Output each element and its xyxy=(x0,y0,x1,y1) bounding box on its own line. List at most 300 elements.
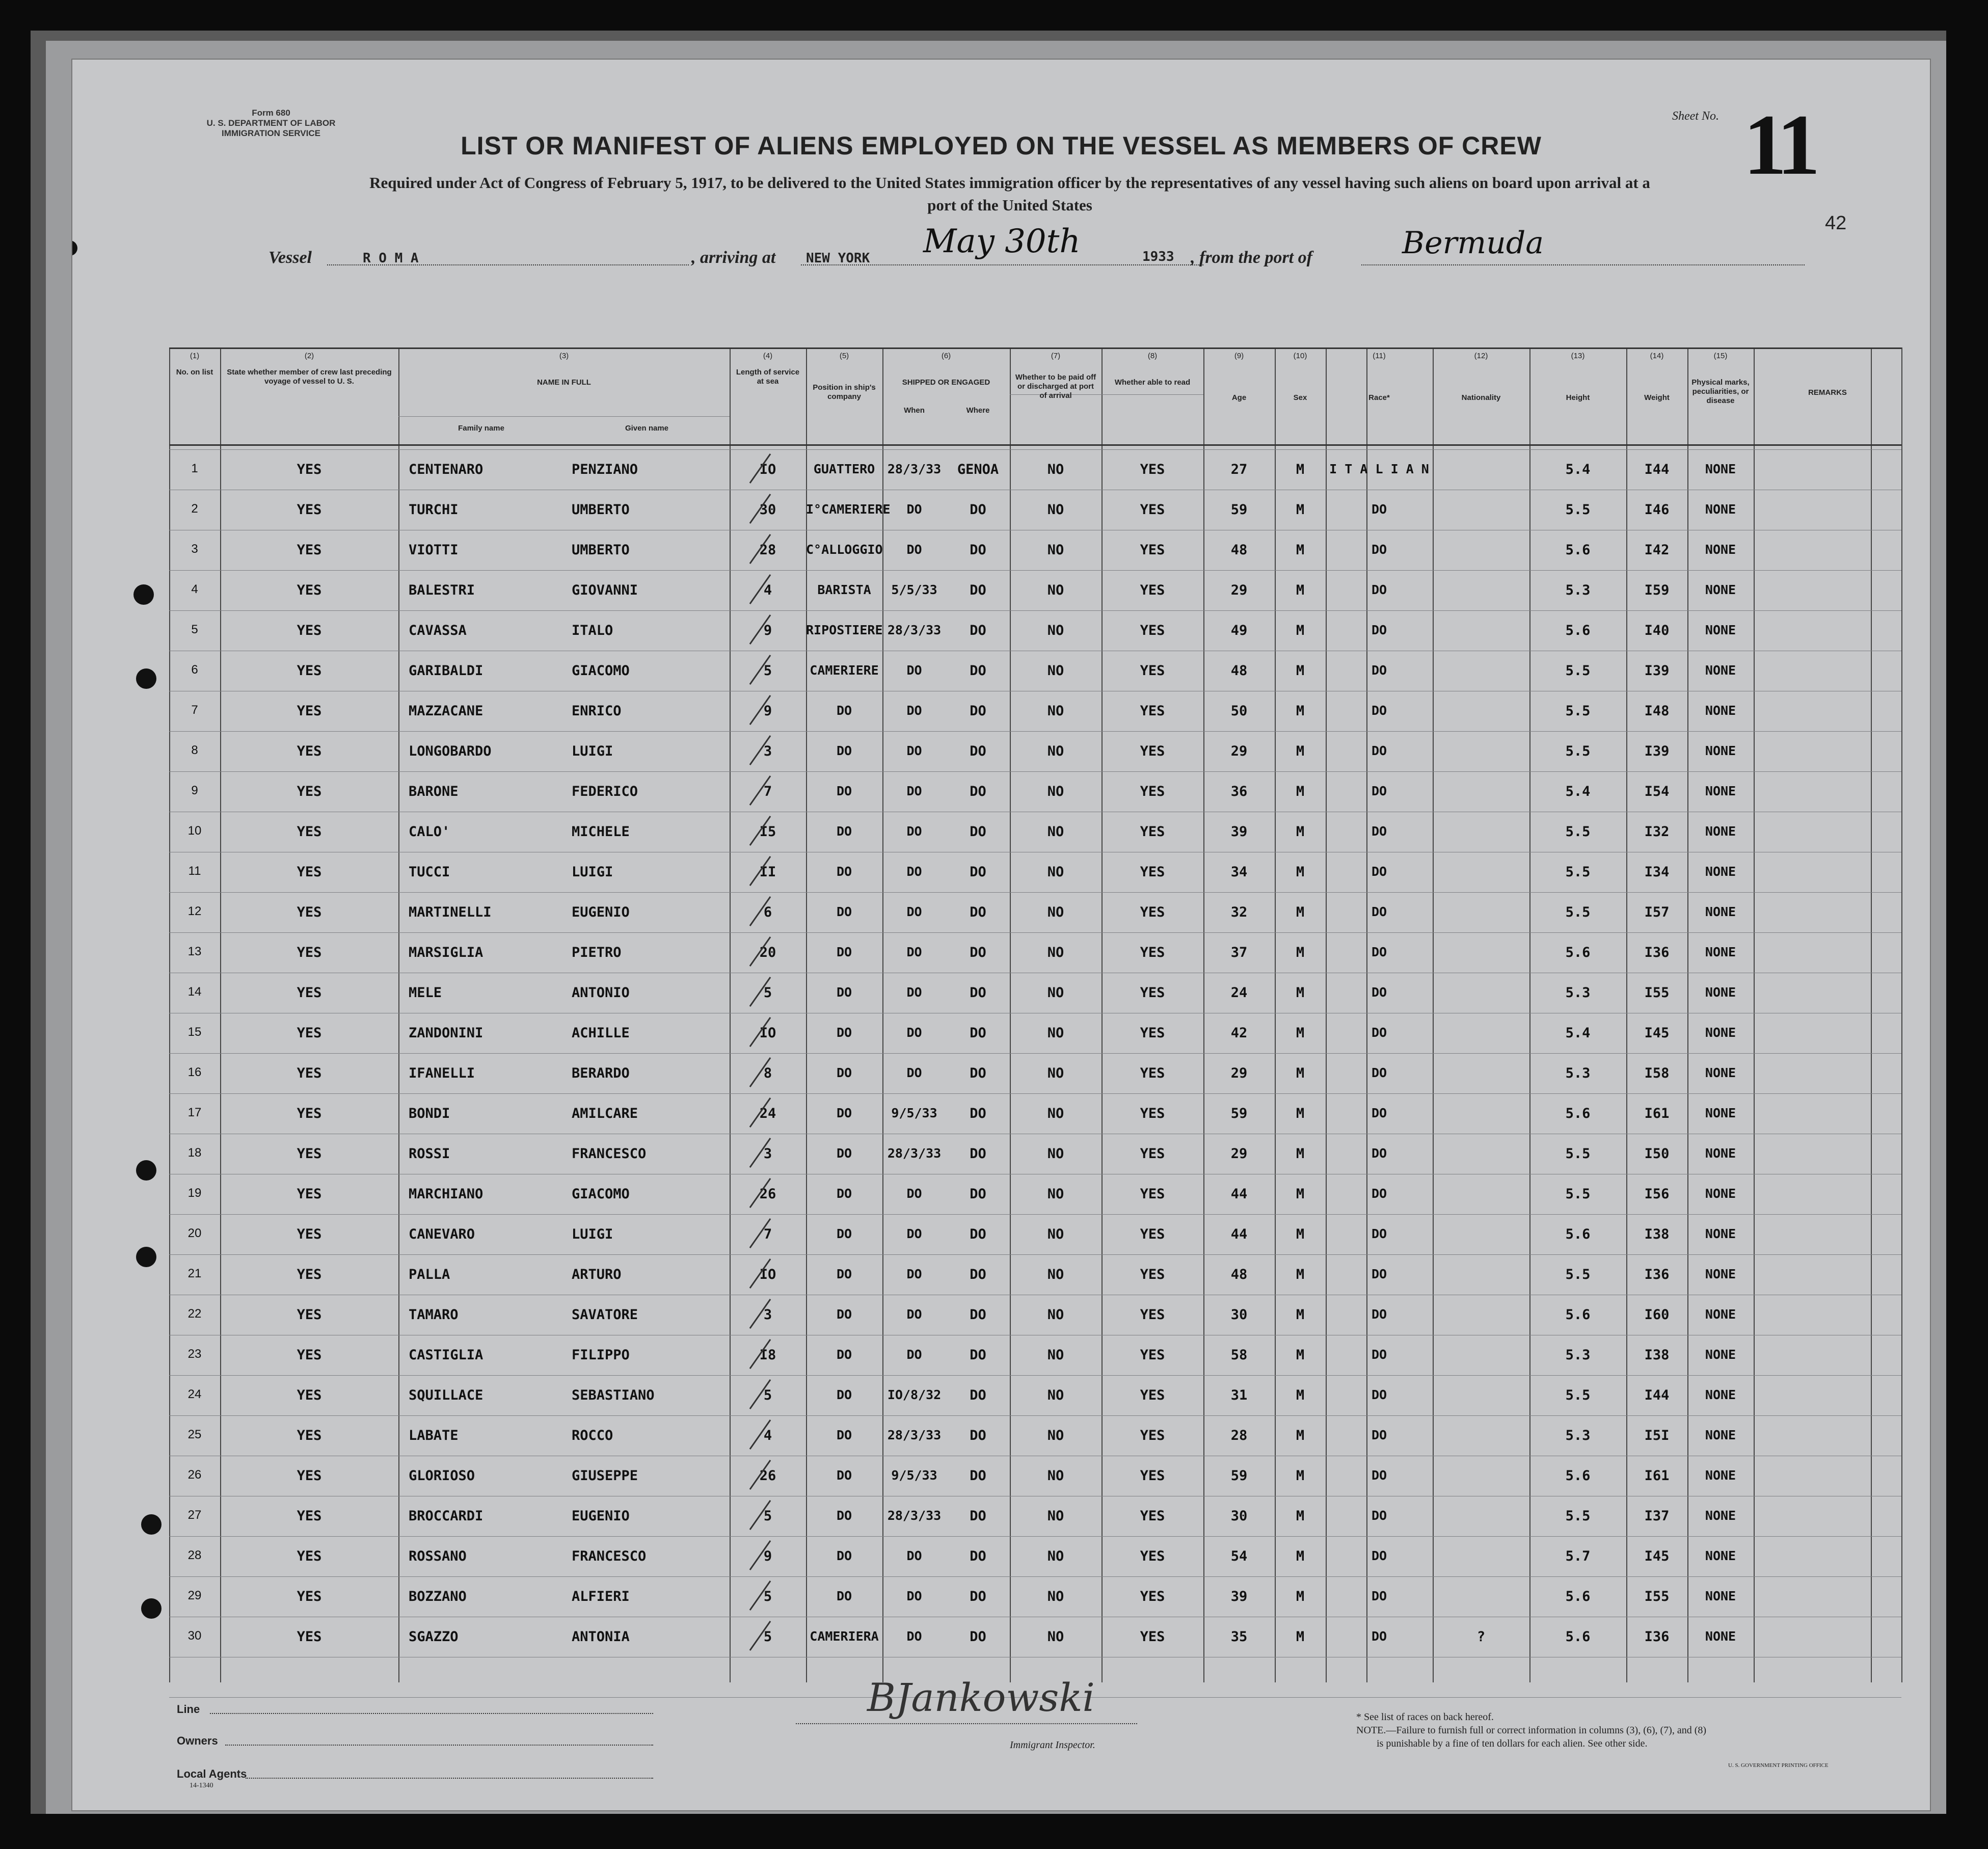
cell-family: BARONE xyxy=(409,784,459,799)
cell-race: DO xyxy=(1371,542,1387,557)
column-number: (14) xyxy=(1650,352,1664,360)
cell-sex: M xyxy=(1296,623,1305,638)
cell-read: YES xyxy=(1140,824,1165,840)
cell-age: 29 xyxy=(1230,743,1248,759)
cell-no: 13 xyxy=(187,945,202,958)
cell-family: BOZZANO xyxy=(409,1589,467,1604)
cell-paid: NO xyxy=(1047,1589,1064,1604)
cell-position: DO xyxy=(836,1548,852,1563)
cell-no: 10 xyxy=(187,824,202,838)
cell-race: DO xyxy=(1371,1508,1387,1523)
row-rule xyxy=(169,347,1901,349)
row-rule xyxy=(169,449,1901,450)
cell-sex: M xyxy=(1296,582,1305,598)
cell-paid: NO xyxy=(1047,985,1064,1001)
punch-hole xyxy=(71,240,77,256)
cell-age: 42 xyxy=(1230,1025,1248,1041)
cell-no: 30 xyxy=(187,1629,202,1643)
cell-height: 5.4 xyxy=(1565,784,1591,799)
cell-paid: NO xyxy=(1047,784,1064,799)
cell-prev: YES xyxy=(297,663,322,679)
cell-service: 9 xyxy=(763,703,772,719)
cell-age: 37 xyxy=(1230,945,1248,960)
cell-paid: NO xyxy=(1047,582,1064,598)
cell-age: 59 xyxy=(1230,1106,1248,1121)
cell-no: 18 xyxy=(187,1146,202,1160)
cell-given: FRANCESCO xyxy=(572,1548,647,1564)
cell-race: DO xyxy=(1371,1267,1387,1281)
cell-position: CAMERIERE xyxy=(810,663,879,678)
cell-position: DO xyxy=(836,1387,852,1402)
cell-height: 5.7 xyxy=(1565,1548,1591,1564)
cell-where: DO xyxy=(970,623,986,638)
cell-read: YES xyxy=(1140,864,1165,880)
cell-family: IFANELLI xyxy=(409,1065,475,1081)
punch-hole xyxy=(141,1514,162,1535)
cell-family: CASTIGLIA xyxy=(409,1347,483,1363)
cell-service: 24 xyxy=(759,1106,776,1121)
cell-service: 4 xyxy=(763,582,772,598)
cell-position: DO xyxy=(836,1106,852,1120)
cell-service: 5 xyxy=(763,1629,772,1645)
cell-position: DO xyxy=(836,864,852,879)
cell-no: 5 xyxy=(191,623,198,636)
cell-no: 9 xyxy=(191,784,198,797)
cell-prev: YES xyxy=(297,1428,322,1443)
cell-marks: NONE xyxy=(1705,824,1736,839)
cell-position: RIPOSTIERE xyxy=(806,623,883,637)
column-number: (8) xyxy=(1147,352,1158,360)
cell-position: DO xyxy=(836,703,852,718)
cell-service: 5 xyxy=(763,1589,772,1604)
cell-sex: M xyxy=(1296,1226,1305,1242)
cell-read: YES xyxy=(1140,663,1165,679)
cell-position: DO xyxy=(836,1589,852,1603)
column-header: Nationality xyxy=(1461,393,1501,402)
cell-paid: NO xyxy=(1047,1025,1064,1041)
cell-race: DO xyxy=(1371,784,1387,798)
cell-family: GARIBALDI xyxy=(409,663,483,679)
cell-prev: YES xyxy=(297,1106,322,1121)
cell-age: 48 xyxy=(1230,663,1248,679)
cell-height: 5.6 xyxy=(1565,1589,1591,1604)
cell-read: YES xyxy=(1140,1186,1165,1202)
punch-hole xyxy=(136,1160,156,1181)
cell-age: 44 xyxy=(1230,1226,1248,1242)
vessel-label: Vessel xyxy=(268,248,312,267)
cell-where: DO xyxy=(970,582,986,598)
cell-weight: I58 xyxy=(1644,1065,1670,1081)
cell-paid: NO xyxy=(1047,663,1064,679)
cell-read: YES xyxy=(1140,945,1165,960)
cell-weight: I50 xyxy=(1644,1146,1670,1162)
cell-when: 28/3/33 xyxy=(887,462,942,476)
cell-when: 28/3/33 xyxy=(887,1146,942,1161)
row-rule xyxy=(169,892,1901,893)
cell-age: 49 xyxy=(1230,623,1248,638)
cell-age: 24 xyxy=(1230,985,1248,1001)
cell-race: DO xyxy=(1371,623,1387,637)
column-number: (6) xyxy=(941,352,951,360)
cell-position: DO xyxy=(836,1025,852,1040)
cell-when: DO xyxy=(906,703,922,718)
cell-read: YES xyxy=(1140,1106,1165,1121)
cell-height: 5.6 xyxy=(1565,1226,1591,1242)
column-header: Position in ship's company xyxy=(813,383,876,401)
cell-race: DO xyxy=(1371,1186,1387,1201)
cell-prev: YES xyxy=(297,1387,322,1403)
cell-sex: M xyxy=(1296,1629,1305,1645)
column-header: Family name xyxy=(458,424,504,433)
printer-mark: U. S. GOVERNMENT PRINTING OFFICE xyxy=(1728,1762,1829,1768)
cell-no: 3 xyxy=(191,542,198,556)
row-rule xyxy=(398,416,730,417)
cell-sex: M xyxy=(1296,1347,1305,1363)
cell-marks: NONE xyxy=(1705,1065,1736,1080)
arrival-date: May 30th xyxy=(923,223,1081,260)
cell-sex: M xyxy=(1296,985,1305,1001)
cell-paid: NO xyxy=(1047,623,1064,638)
cell-given: ACHILLE xyxy=(572,1025,630,1041)
cell-service: 9 xyxy=(763,623,772,638)
cell-prev: YES xyxy=(297,1267,322,1282)
cell-family: SQUILLACE xyxy=(409,1387,483,1403)
cell-prev: YES xyxy=(297,542,322,558)
cell-height: 5.3 xyxy=(1565,1428,1591,1443)
cell-paid: NO xyxy=(1047,703,1064,719)
arrival-port: NEW YORK xyxy=(806,251,870,266)
cell-when: DO xyxy=(906,502,922,517)
cell-marks: NONE xyxy=(1705,1226,1736,1241)
cell-position: DO xyxy=(836,1267,852,1281)
cell-sex: M xyxy=(1296,864,1305,880)
cell-service: IO xyxy=(759,1267,776,1282)
cell-when: DO xyxy=(906,1629,922,1644)
cell-height: 5.4 xyxy=(1565,462,1591,477)
cell-age: 30 xyxy=(1230,1307,1248,1323)
column-number: (4) xyxy=(763,352,773,360)
cell-marks: NONE xyxy=(1705,985,1736,1000)
cell-prev: YES xyxy=(297,1065,322,1081)
from-label: , from the port of xyxy=(1191,248,1312,267)
punch-hole xyxy=(141,1598,162,1619)
column-number: (5) xyxy=(839,352,849,360)
punch-hole xyxy=(136,668,156,689)
race-note: * See list of races on back hereof. xyxy=(1356,1711,1494,1723)
cell-family: LABATE xyxy=(409,1428,459,1443)
cell-service: IO xyxy=(759,1025,776,1041)
row-rule xyxy=(169,1214,1901,1215)
cell-given: ROCCO xyxy=(572,1428,613,1443)
row-rule xyxy=(169,771,1901,772)
cell-no: 19 xyxy=(187,1186,202,1200)
manifest-sheet xyxy=(71,59,1931,1811)
cell-when: DO xyxy=(906,663,922,678)
cell-paid: NO xyxy=(1047,1106,1064,1121)
cell-age: 29 xyxy=(1230,1065,1248,1081)
cell-paid: NO xyxy=(1047,824,1064,840)
cell-weight: I59 xyxy=(1644,582,1670,598)
cell-position: CAMERIERA xyxy=(810,1629,879,1644)
cell-paid: NO xyxy=(1047,1267,1064,1282)
cell-weight: I48 xyxy=(1644,703,1670,719)
cell-no: 11 xyxy=(188,864,201,878)
cell-marks: NONE xyxy=(1705,1025,1736,1040)
cell-height: 5.4 xyxy=(1565,1025,1591,1041)
sheet-no: 11 xyxy=(1743,97,1815,193)
cell-given: EUGENIO xyxy=(572,1508,630,1524)
cell-where: DO xyxy=(970,1307,986,1323)
cell-sex: M xyxy=(1296,663,1305,679)
cell-position: DO xyxy=(836,824,852,839)
cell-read: YES xyxy=(1140,1226,1165,1242)
cell-prev: YES xyxy=(297,784,322,799)
inspector-label: Immigrant Inspector. xyxy=(1010,1739,1095,1751)
cell-marks: NONE xyxy=(1705,1589,1736,1603)
cell-given: GIUSEPPE xyxy=(572,1468,638,1484)
cell-family: MARTINELLI xyxy=(409,904,492,920)
row-rule xyxy=(169,1375,1901,1376)
cell-prev: YES xyxy=(297,985,322,1001)
cell-when: DO xyxy=(906,1267,922,1281)
cell-given: MICHELE xyxy=(572,824,630,840)
cell-paid: NO xyxy=(1047,945,1064,960)
cell-read: YES xyxy=(1140,985,1165,1001)
cell-service: IO xyxy=(759,462,776,477)
cell-sex: M xyxy=(1296,1146,1305,1162)
cell-position: DO xyxy=(836,784,852,798)
cell-where: DO xyxy=(970,1629,986,1645)
column-header: Age xyxy=(1231,393,1247,402)
cell-age: 59 xyxy=(1230,502,1248,518)
row-rule xyxy=(169,570,1901,571)
row-rule xyxy=(169,932,1901,933)
cell-age: 31 xyxy=(1230,1387,1248,1403)
cell-no: 15 xyxy=(187,1025,202,1039)
cell-prev: YES xyxy=(297,945,322,960)
cell-sex: M xyxy=(1296,904,1305,920)
cell-service: 4 xyxy=(763,1428,772,1443)
cell-marks: NONE xyxy=(1705,1468,1736,1483)
cell-when: DO xyxy=(906,864,922,879)
cell-race: DO xyxy=(1371,864,1387,879)
cell-where: DO xyxy=(970,1468,986,1484)
cell-read: YES xyxy=(1140,1387,1165,1403)
cell-age: 30 xyxy=(1230,1508,1248,1524)
cell-no: 6 xyxy=(191,663,198,677)
cell-position: GUATTERO xyxy=(813,462,875,476)
cell-where: DO xyxy=(970,945,986,960)
cell-marks: NONE xyxy=(1705,703,1736,718)
cell-prev: YES xyxy=(297,1548,322,1564)
cell-race: DO xyxy=(1371,1106,1387,1120)
cell-where: DO xyxy=(970,1146,986,1162)
cell-race: DO xyxy=(1371,1428,1387,1442)
cell-weight: I45 xyxy=(1644,1548,1670,1564)
cell-service: 5 xyxy=(763,663,772,679)
cell-service: I5 xyxy=(759,824,776,840)
cell-height: 5.5 xyxy=(1565,1387,1591,1403)
cell-position: DO xyxy=(836,1508,852,1523)
cell-race: DO xyxy=(1371,1025,1387,1040)
cell-family: ROSSI xyxy=(409,1146,450,1162)
punch-hole xyxy=(133,584,154,605)
cell-paid: NO xyxy=(1047,1065,1064,1081)
cell-family: TURCHI xyxy=(409,502,459,518)
cell-marks: NONE xyxy=(1705,1307,1736,1322)
department: U. S. DEPARTMENT OF LABOR xyxy=(206,118,336,128)
cell-paid: NO xyxy=(1047,1428,1064,1443)
cell-family: VIOTTI xyxy=(409,542,459,558)
fine-note-1: NOTE.—Failure to furnish full or correct information in columns (3), (6), (7), and (8) xyxy=(1356,1725,1707,1736)
cell-family: LONGOBARDO xyxy=(409,743,492,759)
cell-paid: NO xyxy=(1047,1387,1064,1403)
column-header: SHIPPED OR ENGAGED xyxy=(902,378,990,387)
column-number: (2) xyxy=(304,352,314,360)
cell-race: DO xyxy=(1371,1146,1387,1161)
cell-where: DO xyxy=(970,1548,986,1564)
cell-read: YES xyxy=(1140,1508,1165,1524)
cell-when: 28/3/33 xyxy=(887,623,942,637)
cell-given: LUIGI xyxy=(572,864,613,880)
column-number: (11) xyxy=(1373,352,1386,360)
cell-weight: I36 xyxy=(1644,1267,1670,1282)
cell-family: CANEVARO xyxy=(409,1226,475,1242)
cell-family: BALESTRI xyxy=(409,582,475,598)
cell-service: 3 xyxy=(763,743,772,759)
cell-when: DO xyxy=(906,542,922,557)
column-number: (12) xyxy=(1474,352,1488,360)
form-number: Form 680 xyxy=(252,108,290,118)
cell-position: DO xyxy=(836,1468,852,1483)
agents-field xyxy=(246,1778,653,1779)
cell-position: BARISTA xyxy=(817,582,871,597)
cell-age: 27 xyxy=(1230,462,1248,477)
fine-note-2: is punishable by a fine of ten dollars for each alien. See other side. xyxy=(1377,1738,1648,1749)
cell-height: 5.6 xyxy=(1565,623,1591,638)
cell-age: 32 xyxy=(1230,904,1248,920)
cell-position: DO xyxy=(836,1146,852,1161)
service: IMMIGRATION SERVICE xyxy=(222,128,320,138)
cell-height: 5.5 xyxy=(1565,864,1591,880)
cell-paid: NO xyxy=(1047,1548,1064,1564)
cell-prev: YES xyxy=(297,824,322,840)
cell-no: 26 xyxy=(187,1468,202,1482)
cell-no: 27 xyxy=(187,1508,202,1522)
cell-where: DO xyxy=(970,1226,986,1242)
cell-weight: I55 xyxy=(1644,985,1670,1001)
cell-height: 5.6 xyxy=(1565,1468,1591,1484)
cell-service: 26 xyxy=(759,1186,776,1202)
subtitle-line-1: Required under Act of Congress of February 5, 1917, to be delivered to the United States immigration officer by the representatives of any vessel having such aliens on board upon arrival at a xyxy=(369,174,1650,192)
cell-given: GIOVANNI xyxy=(572,582,638,598)
cell-when: DO xyxy=(906,1065,922,1080)
cell-read: YES xyxy=(1140,462,1165,477)
column-header: Length of service at sea xyxy=(736,368,800,386)
cell-height: 5.3 xyxy=(1565,1347,1591,1363)
column-header: Weight xyxy=(1644,393,1670,402)
cell-where: DO xyxy=(970,663,986,679)
cell-paid: NO xyxy=(1047,502,1064,518)
cell-prev: YES xyxy=(297,623,322,638)
cell-family: GLORIOSO xyxy=(409,1468,475,1484)
column-number: (1) xyxy=(190,352,200,360)
cell-weight: I39 xyxy=(1644,663,1670,679)
cell-sex: M xyxy=(1296,1307,1305,1323)
cell-no: 28 xyxy=(187,1548,202,1562)
row-rule xyxy=(169,1093,1901,1094)
cell-given: LUIGI xyxy=(572,743,613,759)
from-port: Bermuda xyxy=(1402,225,1544,261)
cell-sex: M xyxy=(1296,945,1305,960)
column-rule xyxy=(1754,347,1755,1682)
cell-prev: YES xyxy=(297,1307,322,1323)
cell-sex: M xyxy=(1296,1508,1305,1524)
cell-paid: NO xyxy=(1047,1186,1064,1202)
row-rule xyxy=(169,610,1901,611)
page-number: 42 xyxy=(1825,212,1847,234)
cell-family: PALLA xyxy=(409,1267,450,1282)
cell-prev: YES xyxy=(297,1226,322,1242)
cell-height: 5.3 xyxy=(1565,1065,1591,1081)
cell-when: DO xyxy=(906,985,922,1000)
cell-service: 5 xyxy=(763,1508,772,1524)
cell-age: 48 xyxy=(1230,542,1248,558)
cell-age: 36 xyxy=(1230,784,1248,799)
cell-read: YES xyxy=(1140,1468,1165,1484)
cell-when: 28/3/33 xyxy=(887,1428,942,1442)
cell-where: DO xyxy=(970,1347,986,1363)
cell-height: 5.6 xyxy=(1565,1106,1591,1121)
cell-prev: YES xyxy=(297,703,322,719)
cell-read: YES xyxy=(1140,542,1165,558)
cell-family: ROSSANO xyxy=(409,1548,467,1564)
cell-read: YES xyxy=(1140,904,1165,920)
cell-age: 48 xyxy=(1230,1267,1248,1282)
cell-paid: NO xyxy=(1047,1629,1064,1645)
cell-read: YES xyxy=(1140,1589,1165,1604)
cell-where: DO xyxy=(970,502,986,518)
cell-paid: NO xyxy=(1047,904,1064,920)
cell-where: DO xyxy=(970,1387,986,1403)
cell-position: DO xyxy=(836,904,852,919)
cell-height: 5.6 xyxy=(1565,945,1591,960)
cell-marks: NONE xyxy=(1705,1387,1736,1402)
cell-sex: M xyxy=(1296,462,1305,477)
cell-read: YES xyxy=(1140,784,1165,799)
cell-weight: I56 xyxy=(1644,1186,1670,1202)
cell-weight: I57 xyxy=(1644,904,1670,920)
cell-read: YES xyxy=(1140,1065,1165,1081)
cell-given: SAVATORE xyxy=(572,1307,638,1323)
cell-service: 5 xyxy=(763,1387,772,1403)
cell-when: DO xyxy=(906,1548,922,1563)
cell-marks: NONE xyxy=(1705,743,1736,758)
cell-sex: M xyxy=(1296,1548,1305,1564)
cell-sex: M xyxy=(1296,743,1305,759)
cell-race: DO xyxy=(1371,1307,1387,1322)
cell-age: 28 xyxy=(1230,1428,1248,1443)
cell-family: MARSIGLIA xyxy=(409,945,483,960)
cell-read: YES xyxy=(1140,1025,1165,1041)
cell-marks: NONE xyxy=(1705,1428,1736,1442)
cell-weight: I61 xyxy=(1644,1468,1670,1484)
cell-family: TAMARO xyxy=(409,1307,459,1323)
column-header: Physical marks, peculiarities, or disease xyxy=(1691,378,1750,405)
cell-where: DO xyxy=(970,703,986,719)
cell-race: DO xyxy=(1371,1347,1387,1362)
cell-given: UMBERTO xyxy=(572,502,630,518)
